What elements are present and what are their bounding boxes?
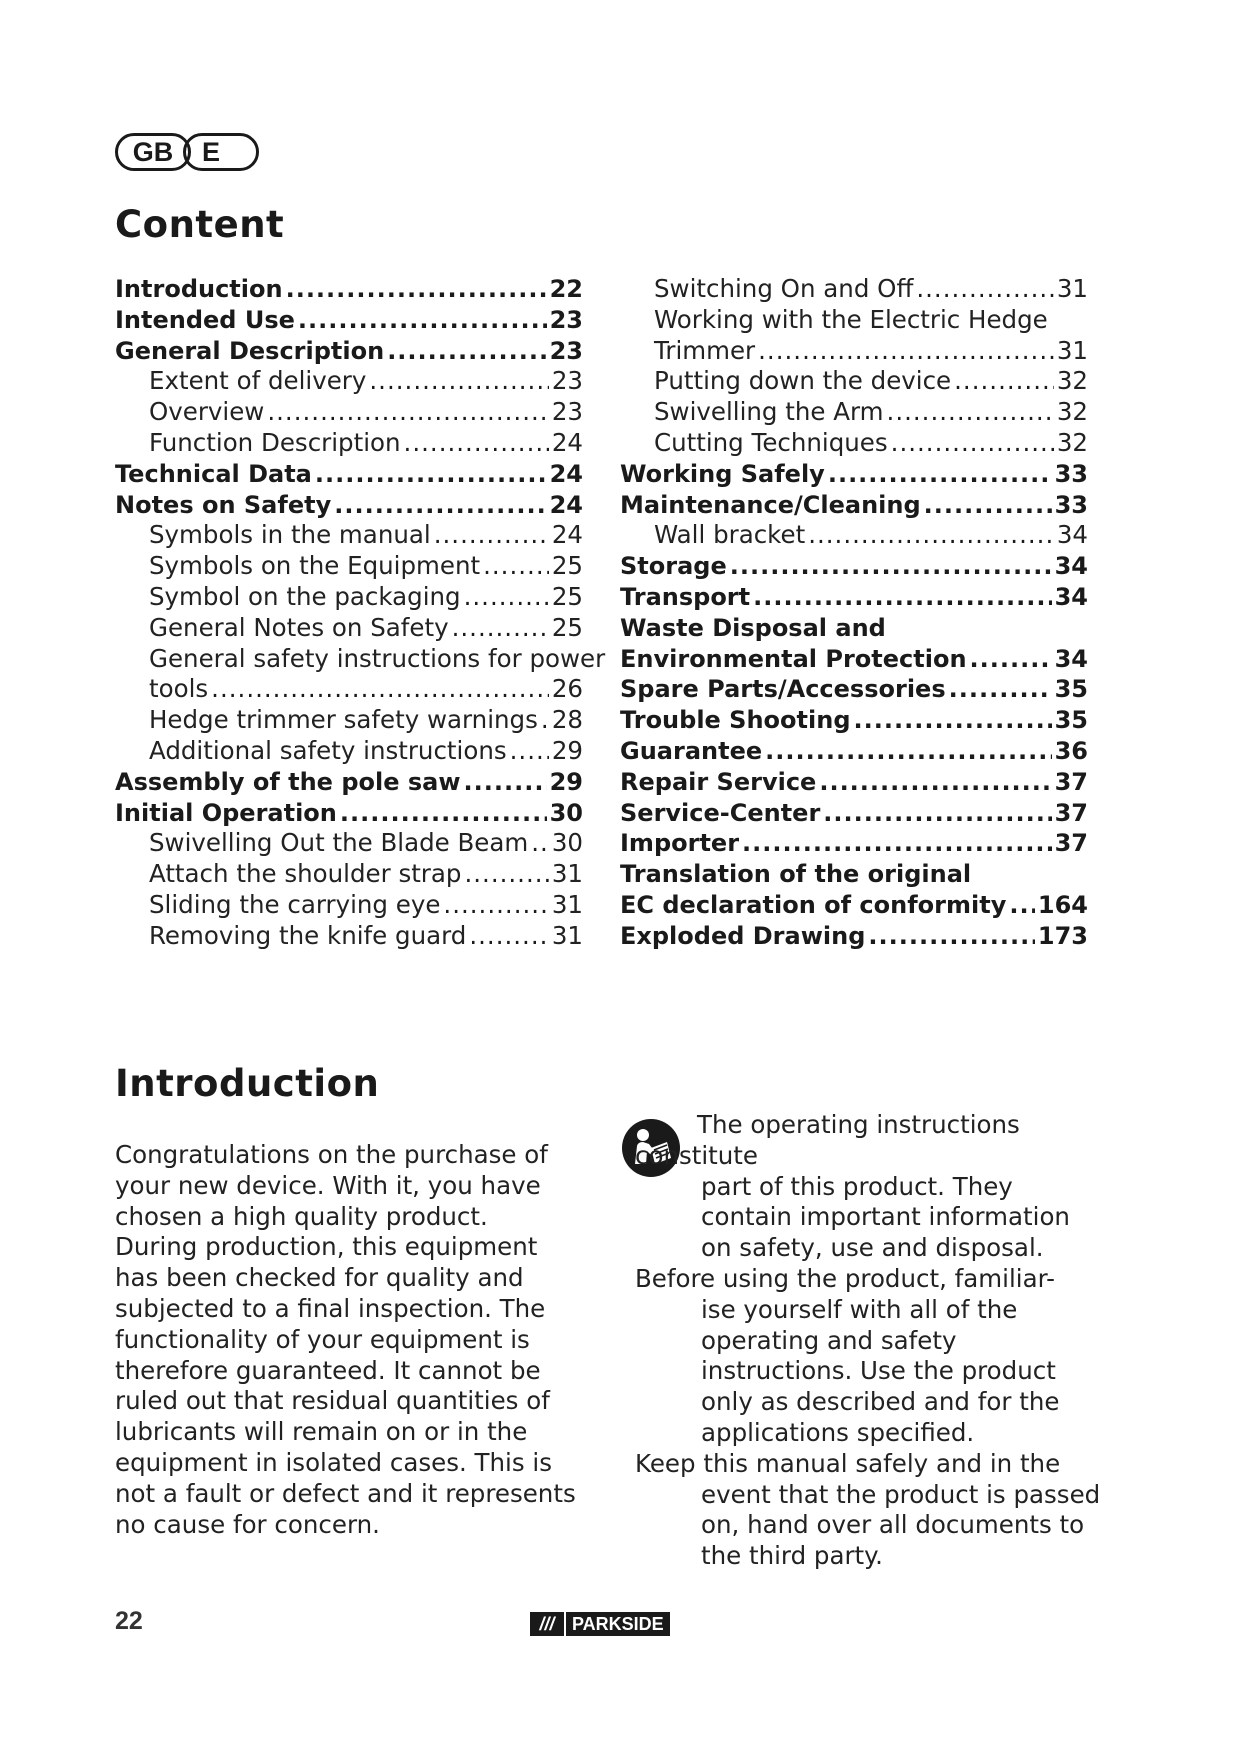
toc-leader-dots bbox=[469, 921, 548, 952]
toc-leader-dots bbox=[334, 490, 546, 521]
toc-leader-dots bbox=[315, 459, 547, 490]
toc-entry-page: 31 bbox=[551, 859, 583, 889]
toc-leader-dots bbox=[819, 767, 1051, 798]
brand-logo bbox=[530, 1612, 670, 1636]
toc-entry-page: 25 bbox=[551, 551, 583, 581]
manual-note-line: The operating instructions constitute bbox=[635, 1110, 1020, 1170]
toc-leader-dots bbox=[340, 798, 547, 829]
toc-entry-page: 23 bbox=[549, 305, 583, 334]
toc-entry bbox=[620, 767, 1088, 798]
toc-entry bbox=[115, 613, 583, 644]
toc-entry-page: 31 bbox=[1056, 274, 1088, 303]
toc-entry-label: Guarantee bbox=[620, 736, 763, 765]
toc-leader-dots bbox=[854, 705, 1052, 736]
toc-entry bbox=[620, 490, 1088, 521]
toc-entry bbox=[115, 336, 583, 367]
toc-entry bbox=[115, 274, 583, 305]
toc-entry-label: Swivelling Out the Blade Beam bbox=[149, 828, 529, 858]
manual-note-line: Keep this manual safely and in the bbox=[635, 1448, 1061, 1478]
toc-leader-dots bbox=[730, 551, 1052, 582]
toc-entry-page: 37 bbox=[1054, 767, 1088, 796]
toc-entry-label: Working Safely bbox=[620, 459, 825, 488]
manual-note-line: part of this product. They contain important information on safety, use and disposal. bbox=[701, 1171, 1070, 1263]
toc-leader-dots bbox=[868, 921, 1035, 952]
toc-entry bbox=[620, 674, 1088, 705]
toc-entry bbox=[115, 643, 606, 675]
content-title: Content bbox=[115, 203, 285, 246]
toc-entry-label: Importer bbox=[620, 829, 740, 858]
toc-leader-dots bbox=[464, 859, 548, 890]
toc-entry-page: 34 bbox=[1054, 644, 1088, 673]
toc-entry bbox=[115, 366, 583, 397]
toc-leader-dots bbox=[464, 767, 547, 798]
manual-note bbox=[635, 1110, 1105, 1572]
toc-entry-label: Introduction bbox=[115, 275, 283, 303]
toc-entry-page: 25 bbox=[551, 581, 583, 611]
toc-entry-label: Attach the shoulder strap bbox=[149, 859, 462, 889]
toc-leader-dots bbox=[483, 551, 549, 582]
toc-entry bbox=[620, 582, 1088, 613]
toc-leader-dots bbox=[387, 336, 546, 367]
toc-entry bbox=[115, 798, 583, 829]
toc-entry-label: Initial Operation bbox=[115, 798, 337, 827]
toc-entry-label: Cutting Techniques bbox=[654, 427, 888, 457]
toc-leader-dots bbox=[823, 798, 1051, 829]
toc-entry bbox=[115, 582, 583, 613]
toc-entry bbox=[620, 828, 1088, 859]
brand-logo-name: PARKSIDE bbox=[566, 1612, 670, 1636]
toc-leader-dots bbox=[949, 674, 1052, 705]
toc-entry-label: Wall bracket bbox=[654, 520, 806, 550]
toc-entry-page: 28 bbox=[551, 705, 583, 735]
toc-leader-dots bbox=[765, 736, 1051, 767]
toc-entry-page: 23 bbox=[549, 336, 583, 365]
toc-entry-label: Technical Data bbox=[115, 459, 312, 488]
toc-leader-dots bbox=[510, 736, 549, 767]
toc-entry-label: Trimmer bbox=[654, 335, 756, 365]
toc-entry bbox=[115, 767, 583, 798]
toc-entry-page: 32 bbox=[1056, 397, 1088, 427]
toc-entry bbox=[620, 644, 1088, 675]
toc-entry-label: Sliding the carrying eye bbox=[149, 889, 441, 919]
toc-entry-page: 34 bbox=[1056, 520, 1088, 550]
toc-leader-dots bbox=[742, 828, 1052, 859]
toc-entry-page: 23 bbox=[551, 366, 583, 396]
toc-entry bbox=[620, 305, 1088, 336]
toc-entry bbox=[115, 459, 583, 490]
toc-leader-dots bbox=[753, 582, 1051, 613]
toc-entry-page: 173 bbox=[1037, 921, 1088, 950]
toc-entry bbox=[620, 736, 1088, 767]
toc-entry-page: 30 bbox=[551, 828, 583, 858]
toc-leader-dots bbox=[808, 520, 1054, 551]
toc-entry bbox=[115, 890, 583, 921]
toc-entry-page: 26 bbox=[551, 674, 583, 704]
toc-leader-dots bbox=[369, 366, 548, 397]
toc-leader-dots bbox=[924, 490, 1052, 521]
toc-entry bbox=[620, 859, 1088, 890]
toc-entry bbox=[620, 890, 1088, 921]
toc-entry-page: 29 bbox=[549, 767, 583, 796]
toc-entry bbox=[620, 366, 1088, 397]
toc-entry-label: Symbols in the manual bbox=[149, 520, 431, 550]
toc-leader-dots bbox=[916, 274, 1053, 305]
toc-entry-label: EC declaration of conformity bbox=[620, 890, 1007, 919]
toc-entry bbox=[620, 397, 1088, 428]
toc-entry-label: Environmental Protection bbox=[620, 644, 967, 673]
introduction-paragraph: Congratulations on the purchase of your new device. With it, you have chosen a high quality product. bbox=[115, 1140, 548, 1231]
toc-entry-page: 31 bbox=[1056, 335, 1088, 365]
toc-entry bbox=[115, 859, 583, 890]
toc-entry-page: 37 bbox=[1054, 798, 1088, 827]
toc-entry-page: 33 bbox=[1054, 459, 1088, 488]
toc-entry bbox=[620, 459, 1088, 490]
toc-leader-dots bbox=[970, 644, 1052, 675]
toc-entry-label: Repair Service bbox=[620, 767, 817, 796]
toc-entry bbox=[620, 520, 1088, 551]
toc-leader-dots bbox=[434, 520, 549, 551]
toc-entry-label: Translation of the original bbox=[620, 860, 972, 889]
toc-entry-label: Symbols on the Equipment bbox=[149, 551, 481, 581]
toc-leader-dots bbox=[758, 336, 1054, 367]
toc-entry-label: Spare Parts/Accessories bbox=[620, 675, 946, 704]
toc-entry-label: Symbol on the packaging bbox=[149, 581, 461, 611]
toc-right-column bbox=[620, 274, 1088, 952]
toc-entry-page: 35 bbox=[1054, 706, 1088, 735]
toc-entry bbox=[115, 921, 583, 952]
toc-leader-dots bbox=[464, 582, 549, 613]
introduction-title: Introduction bbox=[115, 1062, 380, 1105]
toc-entry-label: Extent of delivery bbox=[149, 366, 367, 396]
toc-entry-page: 32 bbox=[1056, 427, 1088, 457]
toc-entry bbox=[620, 336, 1088, 367]
toc-entry-label: General Description bbox=[115, 336, 385, 365]
toc-entry-page: 25 bbox=[551, 612, 583, 642]
toc-entry-label: Waste Disposal and bbox=[620, 613, 886, 642]
toc-left-column bbox=[115, 274, 606, 952]
toc-entry bbox=[115, 674, 583, 705]
toc-entry-page: 31 bbox=[551, 889, 583, 919]
toc-entry-label: Removing the knife guard bbox=[149, 920, 467, 950]
introduction-body bbox=[115, 1140, 585, 1540]
toc-leader-dots bbox=[828, 459, 1052, 490]
toc-entry-page: 24 bbox=[549, 490, 583, 519]
toc-entry-label: Putting down the device bbox=[654, 366, 952, 396]
introduction-paragraph: During production, this equipment has been checked for quality and subjected to a final inspection. The functionality of your equipment is therefore guaranteed. It cannot be ruled out that residual quantities of lubricants will remain on or in the equipment in isolated cases. This is not a fault or defect and it represents no cause for concern. bbox=[115, 1232, 576, 1539]
manual-note-paragraph bbox=[635, 1264, 1105, 1449]
language-badge-e: E bbox=[183, 133, 259, 171]
toc-entry-label: Storage bbox=[620, 552, 727, 581]
toc-entry-label: Hedge trimmer safety warnings bbox=[149, 705, 538, 735]
manual-note-paragraph bbox=[635, 1110, 1105, 1264]
toc-entry bbox=[620, 921, 1088, 952]
toc-entry bbox=[115, 428, 583, 459]
manual-note-line: ise yourself with all of the operating and safety instructions. Use the product only as described and for the applications specified. bbox=[701, 1294, 1060, 1447]
toc-leader-dots bbox=[211, 674, 549, 705]
toc-entry-label: Trouble Shooting bbox=[620, 706, 851, 735]
toc-entry-page: 23 bbox=[551, 397, 583, 427]
toc-entry-label: Notes on Safety bbox=[115, 490, 332, 519]
toc-leader-dots bbox=[887, 397, 1054, 428]
toc-entry-label: Maintenance/Cleaning bbox=[620, 490, 921, 519]
manual-note-paragraph bbox=[635, 1449, 1105, 1572]
page-number: 22 bbox=[115, 1607, 143, 1635]
toc-entry-label: Swivelling the Arm bbox=[654, 397, 884, 427]
toc-leader-dots bbox=[1009, 890, 1035, 921]
manual-note-line: event that the product is passed on, hand over all documents to the third party. bbox=[701, 1479, 1101, 1571]
toc-entry bbox=[620, 613, 1088, 644]
language-badges bbox=[115, 133, 259, 171]
toc-entry bbox=[115, 705, 583, 736]
toc-entry-label: Switching On and Off bbox=[654, 274, 914, 303]
toc-entry-label: Service-Center bbox=[620, 798, 821, 827]
toc-entry bbox=[620, 705, 1088, 736]
toc-entry bbox=[115, 736, 583, 767]
toc-leader-dots bbox=[267, 397, 548, 428]
toc-entry-label: General Notes on Safety bbox=[149, 612, 449, 642]
toc-entry bbox=[115, 520, 583, 551]
toc-entry-page: 33 bbox=[1054, 490, 1088, 519]
toc-entry-page: 24 bbox=[551, 520, 583, 550]
toc-leader-dots bbox=[531, 828, 549, 859]
toc-entry-label: Function Description bbox=[149, 427, 401, 457]
toc-entry-label: General safety instructions for power bbox=[149, 643, 606, 673]
toc-entry-page: 31 bbox=[551, 920, 583, 950]
toc-leader-dots bbox=[452, 613, 549, 644]
toc-entry-label: Intended Use bbox=[115, 305, 295, 334]
toc-entry-page: 32 bbox=[1056, 366, 1088, 396]
toc-entry-label: Exploded Drawing bbox=[620, 921, 866, 950]
toc-leader-dots bbox=[404, 428, 549, 459]
toc-leader-dots bbox=[541, 705, 549, 736]
toc-entry bbox=[620, 428, 1088, 459]
toc-entry-label: Additional safety instructions bbox=[149, 735, 507, 765]
toc-entry bbox=[620, 274, 1088, 305]
manual-note-line: Before using the product, familiar- bbox=[635, 1263, 1055, 1293]
toc-entry bbox=[115, 551, 583, 582]
language-badge-gb: GB bbox=[115, 133, 191, 171]
toc-entry-page: 29 bbox=[551, 735, 583, 765]
toc-entry-label: Working with the Electric Hedge bbox=[654, 304, 1048, 334]
toc-entry bbox=[115, 490, 583, 521]
toc-leader-dots bbox=[298, 305, 547, 336]
toc-entry bbox=[115, 397, 583, 428]
brand-logo-mark: /// bbox=[530, 1612, 564, 1636]
toc-entry-label: Overview bbox=[149, 397, 265, 427]
toc-entry-page: 34 bbox=[1054, 552, 1088, 581]
toc-entry-page: 22 bbox=[549, 275, 583, 303]
toc-leader-dots bbox=[954, 366, 1054, 397]
toc-entry-label: tools bbox=[149, 674, 209, 704]
toc-entry bbox=[115, 828, 583, 859]
toc-entry bbox=[115, 305, 583, 336]
toc-entry-label: Assembly of the pole saw bbox=[115, 767, 461, 796]
toc-entry-page: 35 bbox=[1054, 675, 1088, 704]
toc-entry-page: 24 bbox=[551, 427, 583, 457]
toc-entry-page: 24 bbox=[549, 459, 583, 488]
toc-leader-dots bbox=[443, 890, 548, 921]
toc-entry-page: 34 bbox=[1054, 582, 1088, 611]
toc-leader-dots bbox=[286, 274, 547, 305]
toc-entry-page: 30 bbox=[549, 798, 583, 827]
toc-leader-dots bbox=[891, 428, 1054, 459]
toc-entry-page: 36 bbox=[1054, 736, 1088, 765]
toc-entry-page: 37 bbox=[1054, 829, 1088, 858]
toc-entry bbox=[620, 798, 1088, 829]
toc-entry bbox=[620, 551, 1088, 582]
toc-entry-page: 164 bbox=[1037, 890, 1088, 919]
toc-entry-label: Transport bbox=[620, 582, 751, 611]
